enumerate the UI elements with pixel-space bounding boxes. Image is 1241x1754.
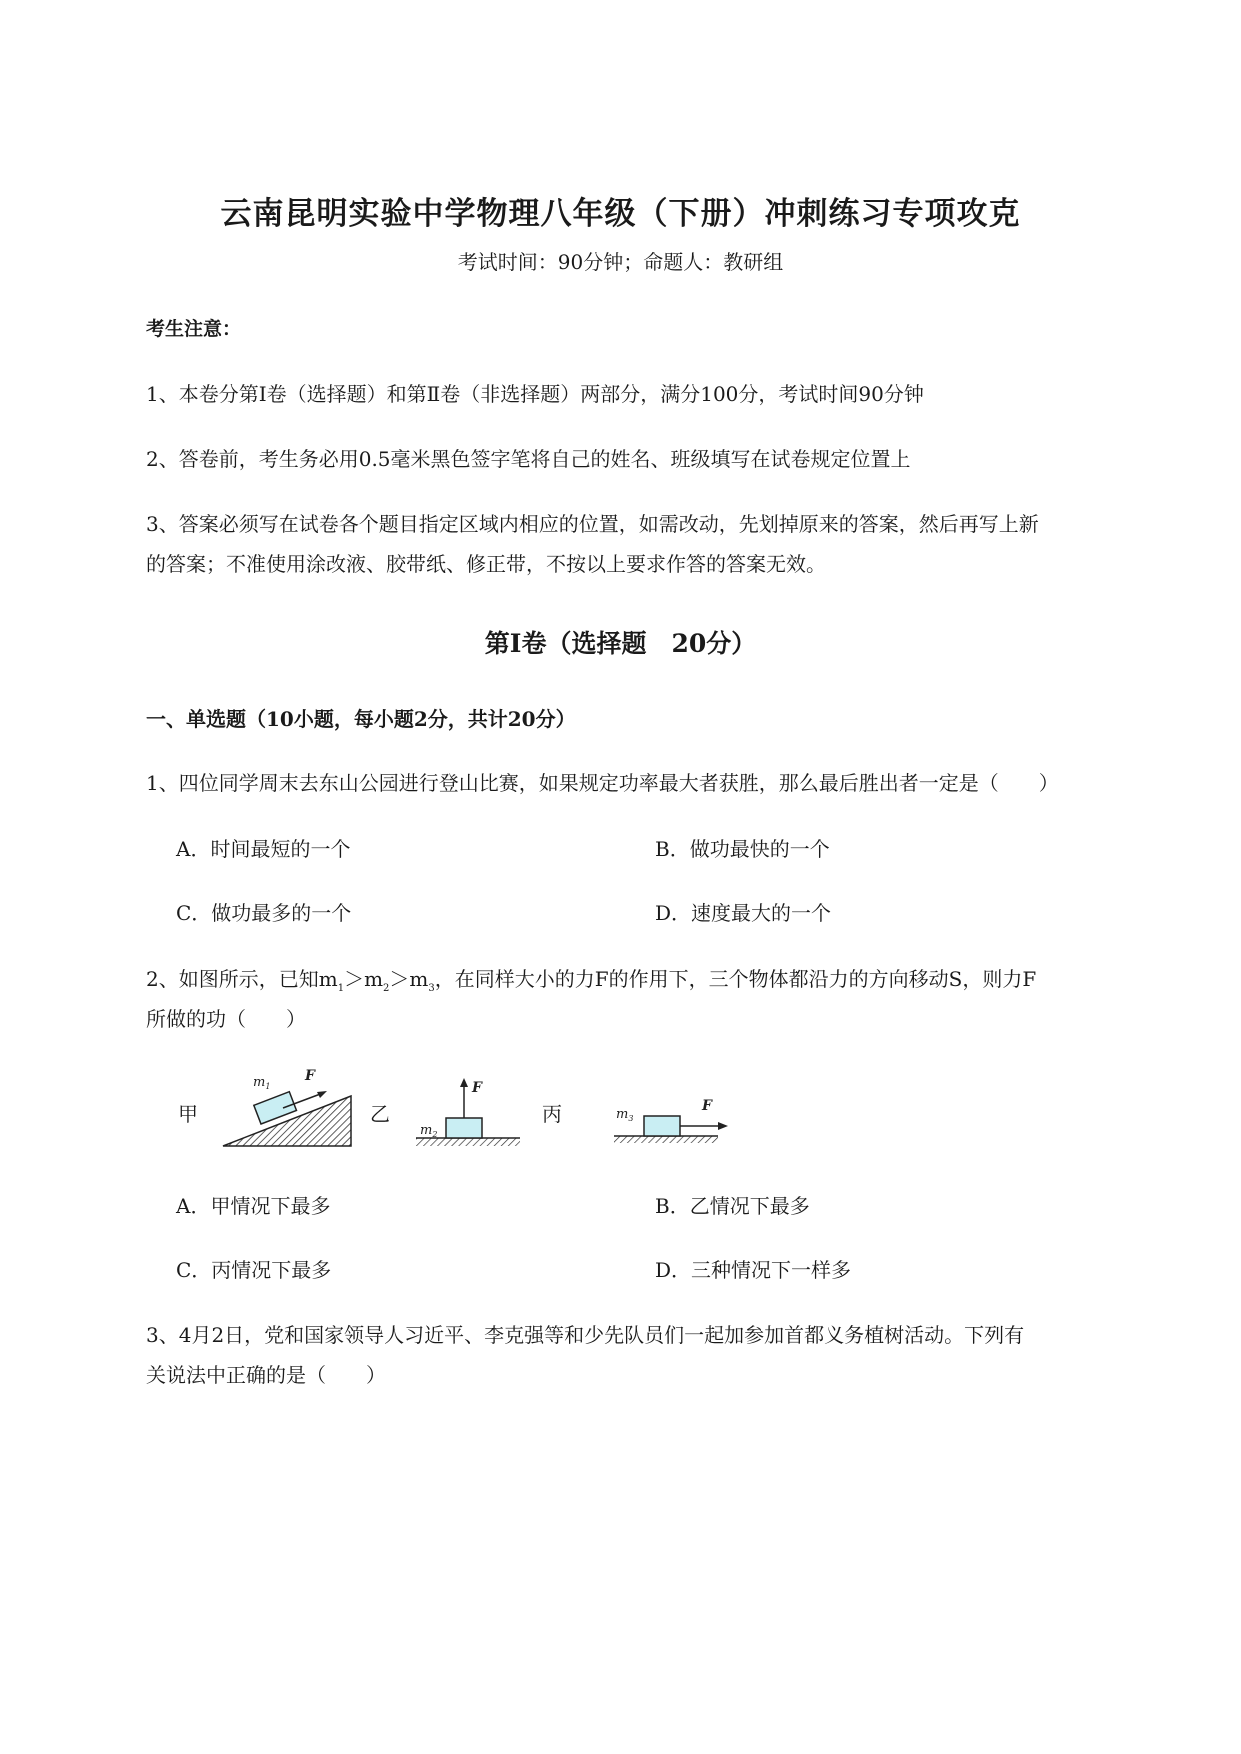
- notice-item-3: 3、答案必须写在试卷各个题目指定区域内相应的位置，如需改动，先划掉原来的答案，然后再写上新: [146, 512, 1039, 536]
- q2-stem: 2、如图所示，已知$m_1>m_2>m_3$，在同样大小的力F的作用下，三个物体都沿力的方向移动S，则力F: [146, 967, 1037, 994]
- figure-horizontal: [612, 1080, 732, 1150]
- q2-option-c[interactable]: C．丙情况下最多: [176, 1258, 332, 1282]
- q1-option-d[interactable]: D．速度最大的一个: [655, 901, 832, 925]
- q1-option-c[interactable]: C．做功最多的一个: [176, 901, 352, 925]
- notice-item-1: 1、本卷分第I卷（选择题）和第Ⅱ卷（非选择题）两部分，满分100分，考试时间90分钟: [146, 382, 924, 406]
- m1-label: $m_1$: [253, 1075, 271, 1091]
- fig-label-jia: 甲: [178, 1102, 198, 1126]
- force-label-3: F: [702, 1098, 712, 1114]
- block-m3: [644, 1116, 680, 1136]
- section-title: 第I卷（选择题 20分）: [484, 629, 757, 658]
- ground-2: [416, 1138, 520, 1146]
- q1-option-b[interactable]: B．做功最快的一个: [655, 837, 830, 861]
- figure-incline: [215, 1060, 355, 1150]
- force-label-2: F: [472, 1080, 482, 1096]
- m2-label: $m_2$: [420, 1123, 438, 1139]
- notice-item-3-cont: 的答案；不准使用涂改液、胶带纸、修正带，不按以上要求作答的答案无效。: [146, 552, 826, 576]
- ground-3: [614, 1136, 718, 1143]
- fig-label-yi: 乙: [370, 1102, 390, 1126]
- q2-option-a[interactable]: A．甲情况下最多: [176, 1194, 331, 1218]
- m3-label: $m_3$: [616, 1107, 634, 1123]
- q2-stem-cont: 所做的功（ ）: [146, 1007, 306, 1031]
- part-heading: 一、单选题（10小题，每小题2分，共计20分）: [146, 707, 576, 731]
- exam-subtitle: 考试时间：90分钟；命题人：教研组: [457, 250, 784, 274]
- block-m2: [446, 1118, 482, 1138]
- fig-label-bing: 丙: [542, 1102, 562, 1126]
- q2-option-d[interactable]: D．三种情况下一样多: [655, 1258, 852, 1282]
- notice-heading: 考生注意：: [146, 318, 242, 340]
- q1-option-a[interactable]: A．时间最短的一个: [176, 837, 351, 861]
- notice-item-2: 2、答卷前，考生务必用0.5毫米黑色签字笔将自己的姓名、班级填写在试卷规定位置上: [146, 447, 911, 471]
- q3-stem: 3、4月2日，党和国家领导人习近平、李克强等和少先队员们一起加参加首都义务植树活动。下列有: [146, 1323, 1025, 1347]
- q3-stem-cont: 关说法中正确的是（ ）: [146, 1363, 386, 1387]
- exam-title: 云南昆明实验中学物理八年级（下册）冲刺练习专项攻克: [220, 196, 1021, 232]
- q1-stem: 1、四位同学周末去东山公园进行登山比赛，如果规定功率最大者获胜，那么最后胜出者一定是（ ）: [146, 771, 1059, 795]
- force-label-1: F: [305, 1068, 315, 1084]
- figure-vertical: [412, 1072, 522, 1152]
- q2-option-b[interactable]: B．乙情况下最多: [655, 1194, 810, 1218]
